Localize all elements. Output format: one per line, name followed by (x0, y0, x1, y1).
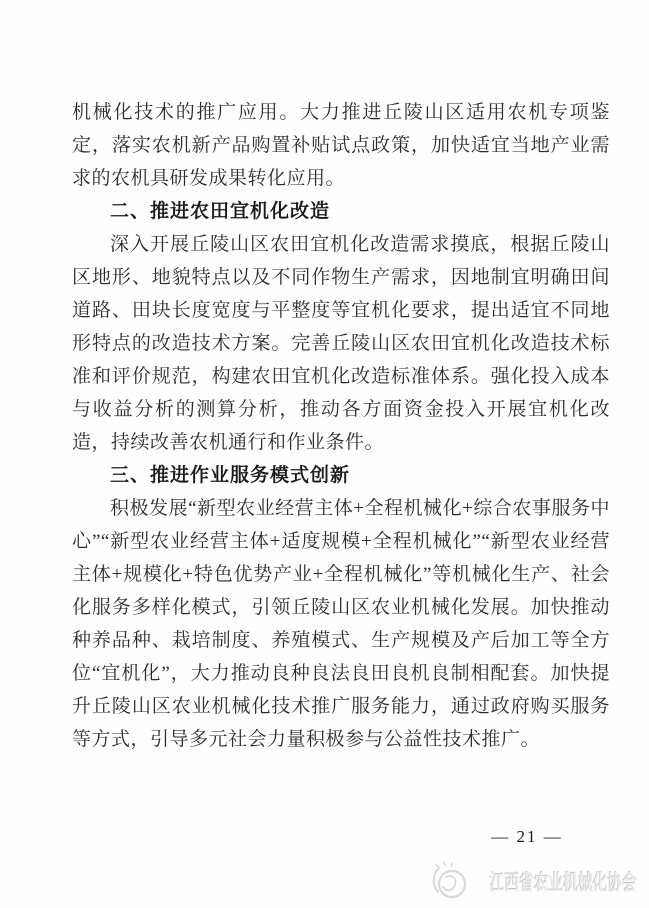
document-body (72, 96, 610, 756)
section-heading-2: 二、推进农田宜机化改造 (110, 201, 331, 222)
page-number: — 21 — (491, 827, 563, 846)
section-paragraph-3: 积极发展“新型农业经营主体+全程机械化+综合农事服务中心”“新型农业经营主体+适度规模+全程机械化”“新型农业经营主体+规模化+特色优势产业+全程机械化”等机械化生产、社会化服务多样化模式，引领丘陵山区农业机械化发展。加快推动种养品种、栽培制度、养殖模式、生产规模及产后加工等全方位“宜机化”，大力推动良种良法良田良机良制相配套。加快提升丘陵山区农业机械化技术推广服务能力，通过政府购买服务等方式，引导多元社会力量积极参与公益性技术推广。 (72, 498, 610, 750)
association-name: 江西省农业机械化协会 (490, 872, 637, 895)
section-heading-3: 三、推进作业服务模式创新 (110, 465, 351, 486)
paragraph-continuation: 机械化技术的推广应用。大力推进丘陵山区适用农机专项鉴定，落实农机新产品购置补贴试点政策，加快适宜当地产业需求的农机具研发成果转化应用。 (72, 102, 610, 189)
association-emblem-icon (426, 859, 470, 905)
section-paragraph-2: 深入开展丘陵山区农田宜机化改造需求摸底，根据丘陵山区地形、地貌特点以及不同作物生产需求，因地制宜明确田间道路、田块长度宽度与平整度等宜机化要求，提出适宜不同地形特点的改造技术方案。完善丘陵山区农田宜机化改造技术标准和评价规范，构建农田宜机化改造标准体系。强化投入成本与收益分析的测算分析，推动各方面资金投入开展宜机化改造，持续改善农机通行和作业条件。 (72, 234, 610, 453)
association-watermark (426, 858, 649, 906)
